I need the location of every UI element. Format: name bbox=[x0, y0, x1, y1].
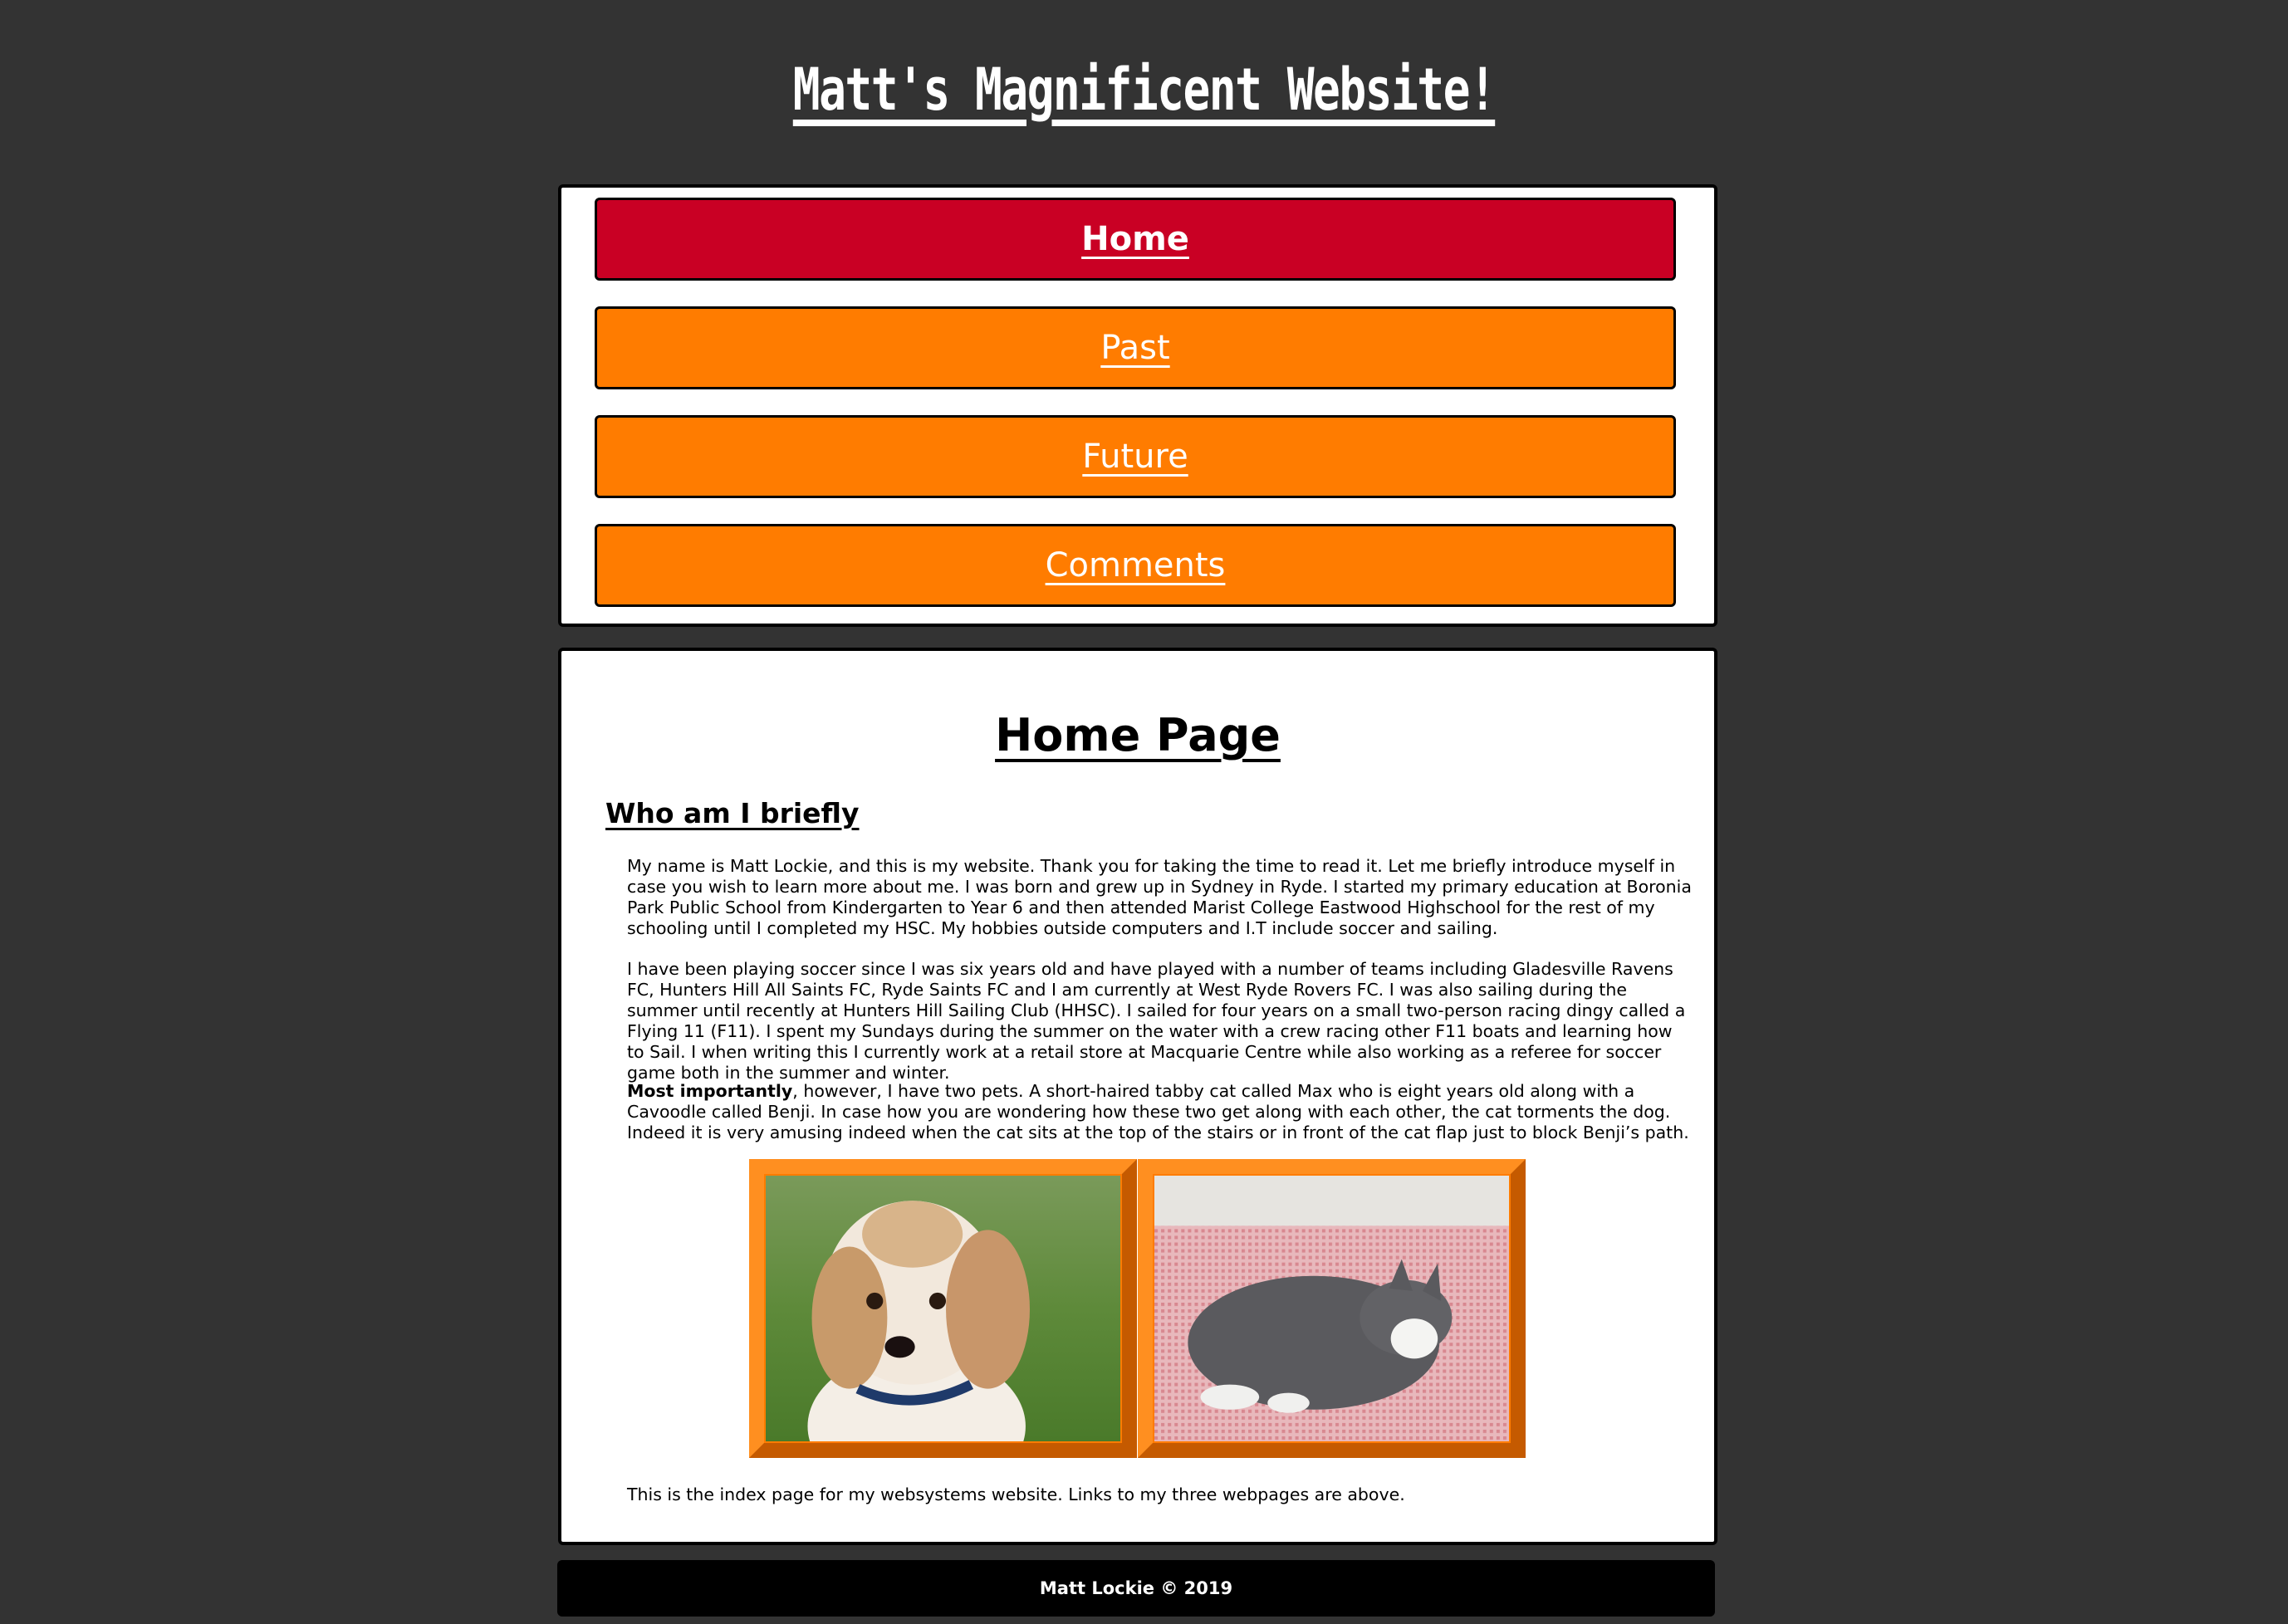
footer: Matt Lockie © 2019 bbox=[557, 1560, 1715, 1617]
nav-menu bbox=[558, 184, 1717, 627]
cat-photo bbox=[1138, 1159, 1526, 1458]
pets-text: , however, I have two pets. A short-haired tabby cat called Max who is eight years old along with a Cavoodle called Benji. In case how you are wondering how these two get along with each other, the cat torments the dog. Indeed it is very amusing indeed when the cat sits at the top of the stairs or in front of the cat flap just to block Benji’s path. bbox=[627, 1081, 1689, 1142]
pets-emphasis: Most importantly bbox=[627, 1081, 793, 1101]
page-heading: Home Page bbox=[995, 709, 1281, 761]
intro-paragraph: My name is Matt Lockie, and this is my website. Thank you for taking the time to read it. Let me briefly introduce myself in case you wish to learn more about me. I was born and grew up in Sydney in Ryde. I started my primary education at Boronia Park Public School from Kindergarten to Year 6 and then attended Marist College Eastwood Highschool for the rest of my schooling until I completed my HSC. My hobbies outside computers and I.T include soccer and sailing. bbox=[627, 856, 1692, 938]
site-title: Matt's Magnificent Website! bbox=[792, 56, 1496, 124]
nav-future-button[interactable]: Future bbox=[595, 415, 1676, 498]
dog-photo-image bbox=[766, 1176, 1120, 1441]
closing-paragraph: This is the index page for my websystems website. Links to my three webpages are above. bbox=[627, 1485, 1405, 1504]
pets-paragraph bbox=[627, 1081, 1694, 1143]
dog-photo bbox=[749, 1159, 1137, 1458]
nav-past-button[interactable]: Past bbox=[595, 306, 1676, 389]
content-panel bbox=[558, 648, 1717, 1545]
nav-home-button[interactable]: Home bbox=[595, 198, 1676, 281]
cat-photo-image bbox=[1154, 1176, 1509, 1441]
section-heading: Who am I briefly bbox=[605, 797, 860, 829]
nav-comments-button[interactable]: Comments bbox=[595, 524, 1676, 607]
hobbies-paragraph: I have been playing soccer since I was six years old and have played with a number of teams including Gladesville Ravens FC, Hunters Hill All Saints FC, Ryde Saints FC and I am currently at West Ryde Rovers FC. I was also sailing during the summer until recently at Hunters Hill Sailing Club (HHSC). I sailed for four years on a small two-person racing dingy called a Flying 11 (F11). I spent my Sundays during the summer on the water with a crew racing other F11 boats and learning how to Sail. I when writing this I currently work at a retail store at Macquarie Centre while also working as a referee for soccer game both in the summer and winter. bbox=[627, 959, 1686, 1083]
